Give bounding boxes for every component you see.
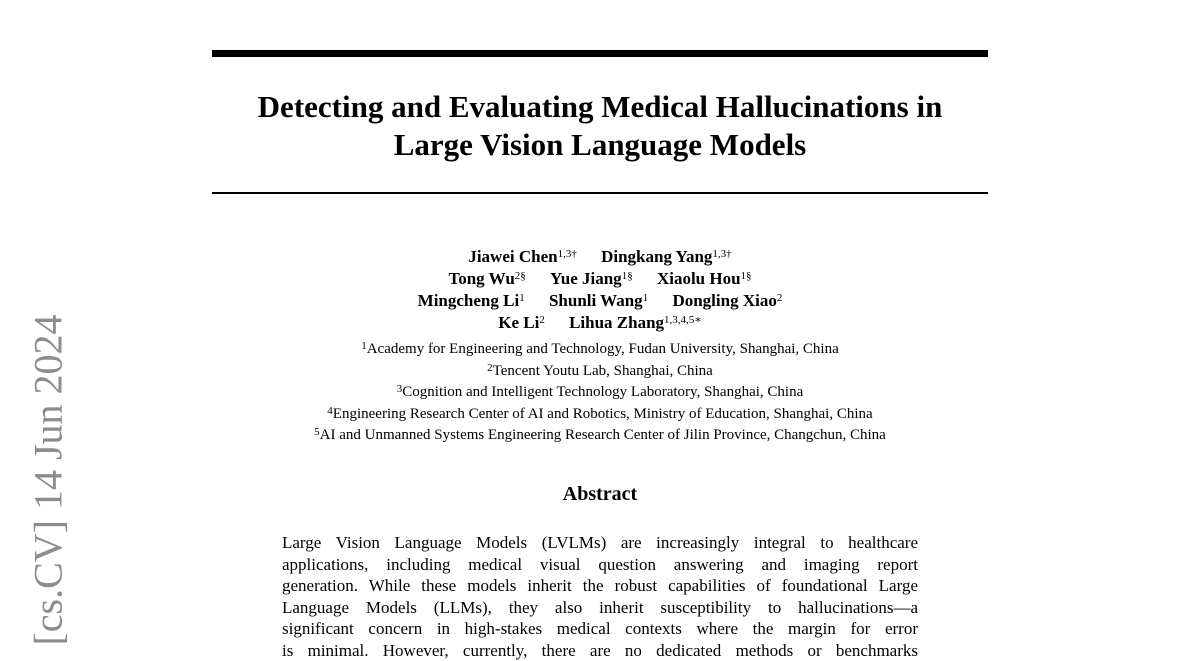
arxiv-stamp: [cs.CV] 14 Jun 2024 bbox=[25, 314, 72, 645]
title-rule bbox=[212, 192, 988, 194]
abstract-line: Language Models (LLMs), they also inherit susceptibility to hallucinations—a bbox=[282, 597, 918, 619]
author-line bbox=[212, 268, 988, 290]
author-line bbox=[212, 246, 988, 268]
title-line-1: Detecting and Evaluating Medical Hallucinations in bbox=[212, 88, 988, 126]
author: Shunli Wang$^1$ bbox=[549, 291, 648, 310]
abstract-body bbox=[282, 532, 918, 661]
author: Xiaolu Hou$^{1\S}$ bbox=[657, 269, 752, 288]
affiliation: $^4$Engineering Research Center of AI and Robotics, Ministry of Education, Shanghai, China bbox=[212, 404, 988, 426]
title-line-2: Large Vision Language Models bbox=[212, 126, 988, 164]
affiliation-list bbox=[212, 339, 988, 447]
author-line bbox=[212, 312, 988, 334]
author-line bbox=[212, 290, 988, 312]
paper-title bbox=[212, 88, 988, 164]
affiliation: $^1$Academy for Engineering and Technology, Fudan University, Shanghai, China bbox=[212, 339, 988, 361]
author: Dingkang Yang$^{1,3\dagger}$ bbox=[601, 247, 732, 266]
affiliation: $^5$AI and Unmanned Systems Engineering Research Center of Jilin Province, Changchun, China bbox=[212, 425, 988, 447]
author: Yue Jiang$^{1\S}$ bbox=[550, 269, 633, 288]
abstract-line: generation. While these models inherit the robust capabilities of foundational Large bbox=[282, 575, 918, 597]
abstract-heading: Abstract bbox=[212, 483, 988, 506]
author: Lihua Zhang$^{1,3,4,5∗}$ bbox=[569, 313, 702, 332]
author: Ke Li$^2$ bbox=[498, 313, 545, 332]
author-list bbox=[212, 246, 988, 334]
affiliation: $^3$Cognition and Intelligent Technology Laboratory, Shanghai, China bbox=[212, 382, 988, 404]
top-rule bbox=[212, 50, 988, 57]
author: Dongling Xiao$^2$ bbox=[672, 291, 782, 310]
abstract-line: applications, including medical visual question answering and imaging report bbox=[282, 554, 918, 576]
author: Tong $Wu^{2\S}$ bbox=[448, 269, 525, 288]
author: Jiawei Chen$^{1,3\dagger}$ bbox=[468, 247, 577, 266]
abstract-line: is minimal. However, currently, there are no dedicated methods or benchmarks bbox=[282, 640, 918, 661]
abstract-line: Large Vision Language Models (LVLMs) are increasingly integral to healthcare bbox=[282, 532, 918, 554]
affiliation: $^2$Tencent Youtu Lab, Shanghai, China bbox=[212, 361, 988, 383]
abstract-line: significant concern in high-stakes medical contexts where the margin for error bbox=[282, 618, 918, 640]
author: Mingcheng Li$^1$ bbox=[418, 291, 525, 310]
